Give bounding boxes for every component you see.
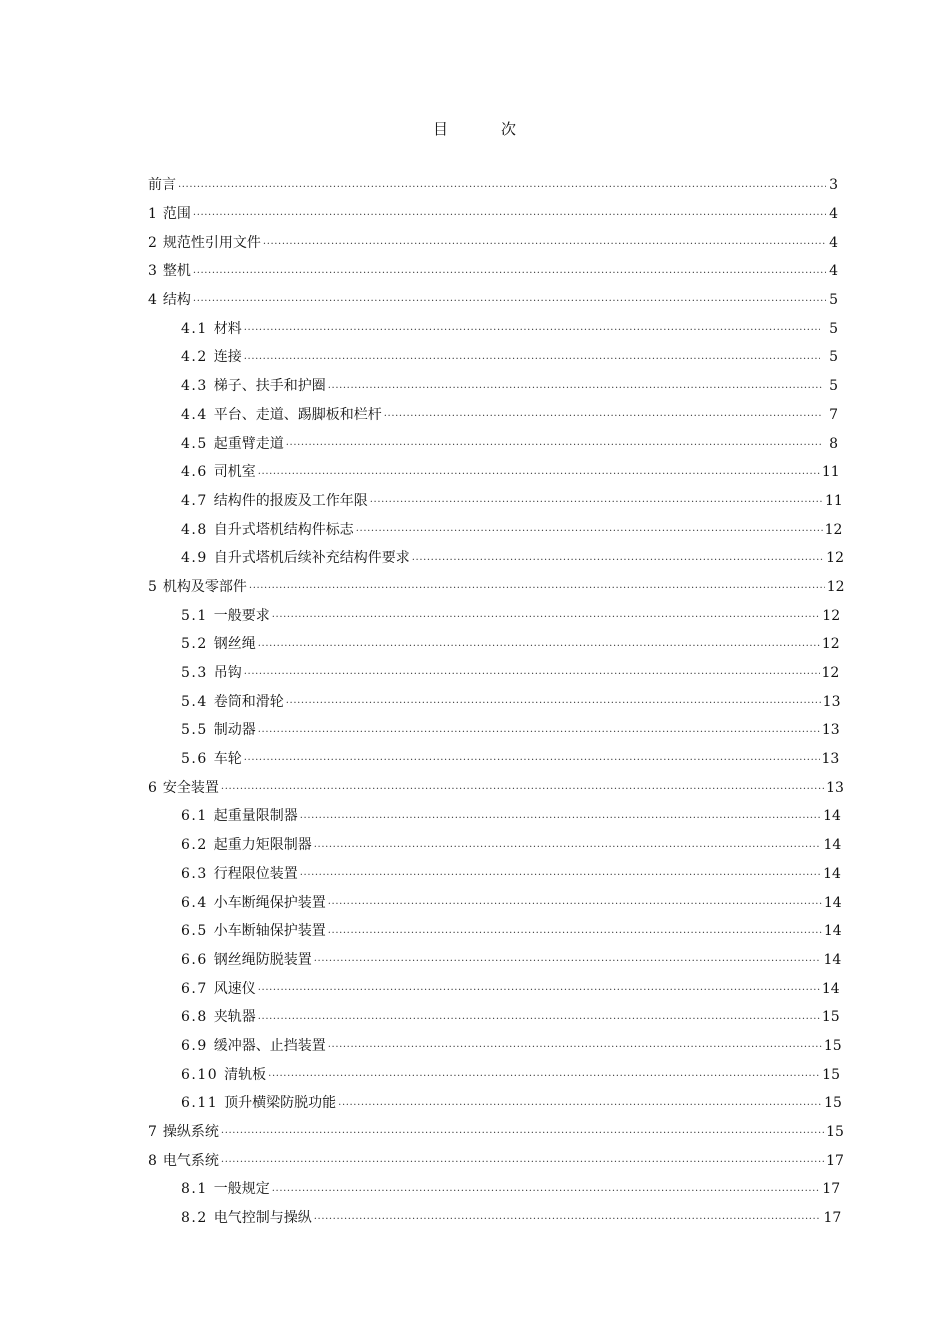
toc-entry-label: 小车断轴保护装置	[213, 923, 326, 940]
toc-entry[interactable]	[148, 946, 842, 975]
dot-leader	[328, 377, 822, 401]
toc-entry[interactable]	[148, 372, 838, 401]
toc-entry-number: 7	[148, 1124, 157, 1141]
toc-entry[interactable]	[148, 917, 842, 946]
toc-entry-number: 6.9	[181, 1037, 208, 1054]
toc-entry-number: 6.6	[181, 951, 208, 968]
title-right: 次	[501, 120, 518, 138]
dot-leader	[244, 749, 820, 773]
toc-entry[interactable]	[148, 573, 845, 602]
toc-entry[interactable]	[148, 974, 838, 1003]
toc-entry[interactable]	[148, 1060, 838, 1089]
toc-entry[interactable]	[148, 228, 838, 257]
dot-leader	[314, 836, 822, 860]
toc-entry-label: 司机室	[213, 464, 256, 481]
toc-entry-label: 整机	[162, 263, 191, 280]
dot-leader	[244, 348, 820, 372]
toc-entry-page: 4	[829, 206, 838, 223]
toc-entry-number: 4.9	[181, 550, 208, 567]
toc-entry-label: 范围	[162, 206, 191, 223]
toc-entry-label: 起重量限制器	[213, 808, 298, 825]
toc-entry-page: 15	[822, 1066, 840, 1083]
toc-entry[interactable]	[148, 401, 838, 430]
toc-entry-label: 行程限位装置	[213, 865, 298, 882]
toc-entry[interactable]	[148, 487, 843, 516]
dot-leader	[338, 1094, 822, 1118]
toc-entry-number: 4.6	[181, 464, 208, 481]
toc-entry-number: 2	[148, 234, 157, 251]
toc-entry-number: 8	[148, 1152, 157, 1169]
toc-entry-page: 17	[822, 1181, 841, 1198]
dot-leader	[193, 262, 826, 286]
toc-entry-number: 4.1	[181, 320, 208, 337]
toc-entry-label: 钢丝绳	[213, 636, 256, 653]
toc-entry-page: 13	[821, 751, 840, 768]
table-of-contents	[148, 171, 845, 1232]
toc-entry[interactable]	[148, 687, 841, 716]
dot-leader	[356, 520, 823, 544]
toc-entry-number: 8.1	[181, 1181, 208, 1198]
toc-entry-number: 6.7	[181, 980, 208, 997]
toc-entry-number: 5	[148, 578, 157, 595]
toc-entry-page: 12	[826, 550, 844, 567]
dot-leader	[314, 1208, 822, 1232]
toc-entry[interactable]	[148, 1032, 842, 1061]
toc-entry-number: 5.2	[181, 636, 208, 653]
toc-entry[interactable]	[148, 515, 843, 544]
toc-entry-page: 4	[829, 263, 838, 280]
toc-entry-number: 6.8	[181, 1009, 208, 1026]
toc-entry[interactable]	[148, 860, 841, 889]
toc-entry-page: 12	[824, 521, 843, 538]
toc-entry-label: 结构件的报废及工作年限	[213, 492, 368, 509]
toc-entry[interactable]	[148, 888, 842, 917]
toc-entry[interactable]	[148, 314, 838, 343]
toc-entry-number: 4.7	[181, 492, 208, 509]
toc-entry-page: 5	[829, 378, 838, 395]
toc-entry-label: 梯子、扶手和护圈	[213, 378, 326, 395]
toc-entry[interactable]	[148, 257, 838, 286]
dot-leader	[258, 979, 820, 1003]
toc-entry-page: 12	[822, 607, 841, 624]
toc-entry-number: 5.1	[181, 607, 208, 624]
toc-entry-label: 平台、走道、踢脚板和栏杆	[213, 406, 382, 423]
toc-entry-page: 8	[829, 435, 838, 452]
toc-entry-number: 6.10	[181, 1066, 219, 1083]
toc-entry-label: 机构及零部件	[162, 578, 247, 595]
toc-entry[interactable]	[148, 171, 838, 200]
toc-entry-label: 结构	[162, 292, 191, 309]
toc-entry-page: 12	[821, 665, 840, 682]
toc-entry-number: 4.5	[181, 435, 208, 452]
toc-entry-label: 材料	[213, 320, 242, 337]
dot-leader	[258, 1008, 820, 1032]
toc-entry-page: 14	[823, 837, 842, 854]
toc-entry-number: 8.2	[181, 1210, 208, 1227]
toc-entry[interactable]	[148, 1175, 841, 1204]
dot-leader	[244, 663, 820, 687]
toc-entry-number: 4.3	[181, 378, 208, 395]
toc-entry-page: 5	[829, 292, 838, 309]
toc-entry[interactable]	[148, 1003, 838, 1032]
toc-entry[interactable]	[148, 773, 844, 802]
dot-leader	[178, 176, 826, 200]
toc-entry[interactable]	[148, 601, 841, 630]
title-left: 目	[432, 120, 449, 138]
toc-entry-label: 安全装置	[162, 779, 219, 796]
toc-entry-label: 前言	[148, 177, 176, 194]
toc-entry-label: 夹轨器	[213, 1009, 256, 1026]
toc-entry-page: 13	[826, 779, 844, 796]
toc-entry[interactable]	[148, 630, 838, 659]
toc-entry-number: 4	[148, 292, 157, 309]
dot-leader	[263, 233, 826, 257]
dot-leader	[193, 204, 826, 228]
dot-leader	[300, 864, 821, 888]
toc-entry-label: 顶升横梁防脱功能	[224, 1095, 337, 1112]
toc-entry-number: 4.4	[181, 406, 208, 423]
toc-entry-label: 制动器	[213, 722, 256, 739]
dot-leader	[286, 434, 821, 458]
dot-leader	[249, 577, 825, 601]
toc-entry-label: 电气系统	[162, 1152, 219, 1169]
toc-entry-page: 14	[823, 923, 842, 940]
toc-entry-page: 14	[823, 894, 842, 911]
toc-entry[interactable]	[148, 659, 838, 688]
toc-entry-page: 17	[826, 1152, 844, 1169]
dot-leader	[221, 1151, 824, 1175]
toc-entry-number: 6.2	[181, 837, 208, 854]
toc-entry-label: 车轮	[213, 751, 242, 768]
toc-entry[interactable]	[148, 286, 838, 315]
toc-entry-page: 17	[823, 1210, 842, 1227]
dot-leader	[221, 1122, 824, 1146]
toc-entry-label: 小车断绳保护装置	[213, 894, 326, 911]
toc-entry-page: 5	[829, 349, 838, 366]
dot-leader	[384, 405, 824, 429]
toc-entry-page: 4	[829, 234, 838, 251]
page-title	[0, 118, 950, 139]
toc-entry-number: 3	[148, 263, 157, 280]
dot-leader	[328, 893, 822, 917]
toc-entry[interactable]	[148, 745, 838, 774]
toc-entry-page: 7	[829, 406, 838, 423]
dot-leader	[258, 635, 820, 659]
toc-entry-label: 一般规定	[213, 1181, 270, 1198]
toc-entry[interactable]	[148, 429, 838, 458]
toc-entry-number: 5.4	[181, 693, 208, 710]
toc-entry-page: 14	[823, 951, 842, 968]
toc-entry-label: 清轨板	[224, 1066, 267, 1083]
dot-leader	[328, 1036, 822, 1060]
toc-entry-page: 14	[821, 980, 840, 997]
toc-entry-label: 自升式塔机结构件标志	[213, 521, 354, 538]
dot-leader	[314, 950, 822, 974]
toc-entry-label: 缓冲器、止挡装置	[213, 1037, 326, 1054]
toc-entry-number: 6.5	[181, 923, 208, 940]
toc-entry-page: 15	[824, 1095, 842, 1112]
dot-leader	[412, 549, 824, 573]
toc-entry-page: 14	[823, 865, 841, 882]
dot-leader	[221, 778, 824, 802]
toc-entry-label: 一般要求	[213, 607, 270, 624]
toc-entry-number: 6.4	[181, 894, 208, 911]
toc-entry-page: 13	[821, 722, 840, 739]
toc-entry-page: 15	[826, 1124, 844, 1141]
dot-leader	[272, 1180, 821, 1204]
dot-leader	[370, 491, 823, 515]
toc-entry-page: 12	[826, 578, 845, 595]
toc-entry-number: 6.11	[181, 1095, 219, 1112]
toc-entry-number: 1	[148, 206, 157, 223]
toc-entry-label: 吊钩	[213, 665, 242, 682]
dot-leader	[286, 692, 821, 716]
dot-leader	[244, 319, 820, 343]
toc-entry-page: 13	[822, 693, 841, 710]
toc-entry-page: 15	[823, 1037, 842, 1054]
dot-leader	[258, 721, 820, 745]
toc-entry[interactable]	[148, 1146, 844, 1175]
toc-entry-label: 电气控制与操纵	[213, 1210, 312, 1227]
toc-entry-label: 规范性引用文件	[162, 234, 261, 251]
toc-entry[interactable]	[148, 831, 842, 860]
toc-entry[interactable]	[148, 802, 841, 831]
toc-entry-page: 11	[825, 492, 843, 509]
toc-entry-label: 钢丝绳防脱装置	[213, 951, 312, 968]
dot-leader	[193, 290, 826, 314]
dot-leader	[328, 922, 822, 946]
dot-leader	[300, 807, 821, 831]
toc-entry-number: 4.8	[181, 521, 208, 538]
toc-entry-label: 操纵系统	[162, 1124, 219, 1141]
toc-entry-page: 3	[829, 177, 838, 194]
toc-entry[interactable]	[148, 458, 838, 487]
toc-entry-number: 6.3	[181, 865, 208, 882]
toc-entry[interactable]	[148, 200, 838, 229]
dot-leader	[258, 463, 820, 487]
toc-entry[interactable]	[148, 716, 838, 745]
toc-entry[interactable]	[148, 1204, 842, 1233]
toc-entry[interactable]	[148, 1118, 844, 1147]
toc-entry-number: 4.2	[181, 349, 208, 366]
toc-entry[interactable]	[148, 1089, 842, 1118]
toc-entry-number: 5.3	[181, 665, 208, 682]
toc-entry-page: 12	[821, 636, 840, 653]
toc-entry-label: 连接	[213, 349, 242, 366]
toc-entry-label: 起重臂走道	[213, 435, 284, 452]
toc-entry-page: 15	[821, 1009, 840, 1026]
dot-leader	[268, 1065, 820, 1089]
toc-entry-page: 11	[821, 464, 840, 481]
toc-entry-page: 5	[829, 320, 838, 337]
toc-entry-number: 5.6	[181, 751, 208, 768]
dot-leader	[272, 606, 821, 630]
toc-entry-label: 起重力矩限制器	[213, 837, 312, 854]
toc-entry-label: 自升式塔机后续补充结构件要求	[213, 550, 410, 567]
toc-entry-label: 风速仪	[213, 980, 256, 997]
toc-entry-number: 5.5	[181, 722, 208, 739]
toc-entry-page: 14	[823, 808, 841, 825]
toc-entry-label: 卷筒和滑轮	[213, 693, 284, 710]
toc-entry-number: 6.1	[181, 808, 208, 825]
toc-entry[interactable]	[148, 544, 844, 573]
toc-entry-number: 6	[148, 779, 157, 796]
toc-entry[interactable]	[148, 343, 838, 372]
